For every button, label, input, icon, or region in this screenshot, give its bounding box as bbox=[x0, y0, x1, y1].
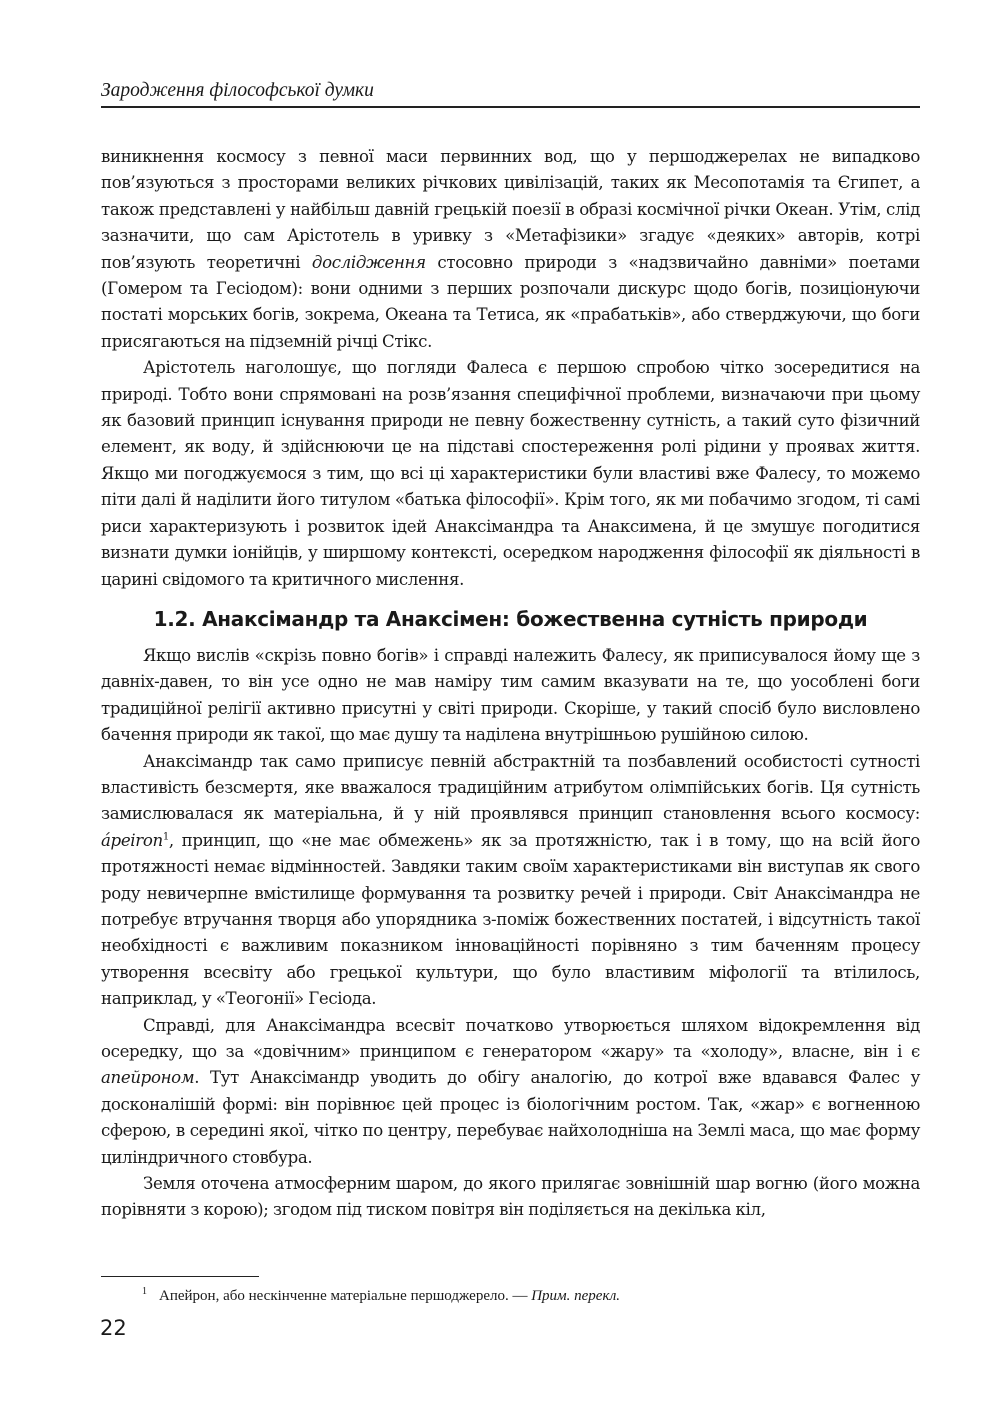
header-rule bbox=[101, 106, 920, 108]
footnote-rule bbox=[101, 1276, 259, 1277]
page-number: 22 bbox=[100, 1316, 127, 1340]
paragraph-4: Анаксімандр так само приписує певній абстрактній та позбавлений особистості сутності властивість безсмертя, яке вважалося традиційним атрибутом олімпійських богів. Ця сутність замислювалася як матеріальна, й у ній проявлявся принцип становлення всього космосу: ápeiron$^1$, принцип, що «не має обмежень» як за протяжністю, так і в тому, що на всій його протяжності немає відмінностей. Завдяки таким своїм характеристиками він виступав як свого роду невичерпне вмістилище формування та розвитку речей і природи. Світ Анаксімандра не потребує втручання творця або упорядника з-поміж божественних постатей, і відсутність такої необхідності є важливим показником інноваційності порівняно з тим баченням процесу утворення всесвіту або грецької культури, що було властивим міфології та втілилось, наприклад, у «Теогонії» Гесіода. bbox=[101, 751, 920, 1009]
paragraph-5: Справді, для Анаксімандра всесвіт початково утворюється шляхом відокремлення від осередку, що за «довічним» принципом є генератором «жару» та «холоду», власне, він і є апейроном. Тут Анаксімандр уводить до обігу аналогію, до котрої вже вдавався Фалес у досконалішій формі: він порівнює цей процес із біологічним ростом. Так, «жар» є вогненною сферою, в середині якої, чітко по центру, перебуває найхолодніша на Землі маса, що має форму циліндричного стовбура. bbox=[101, 1015, 920, 1167]
emphasis: дослідження bbox=[311, 252, 426, 272]
paragraph-6: Земля оточена атмосферним шаром, до якого прилягає зовнішній шар вогню (його можна порівняти з корою); згодом під тиском повітря він поділяється на декілька кіл, bbox=[101, 1174, 920, 1220]
emphasis: апейроном bbox=[101, 1068, 195, 1088]
page-body bbox=[101, 144, 920, 1224]
emphasis: ápeiron bbox=[101, 830, 163, 850]
footnote-reference[interactable]: 1 bbox=[162, 831, 169, 843]
footnote: $^1$ Апейрон, або нескінченне матеріальне першоджерело. — Прим. перекл. bbox=[142, 1286, 621, 1304]
paragraph-3: Якщо вислів «скрізь повно богів» і справді належить Фалесу, як приписувалося йому ще з давніх-давен, то він усе одно не мав наміру тим самим вказувати на те, що уособлені боги традиційної релігії активно присутні у світі природи. Скоріше, у такий спосіб було висловлено бачення природи як такої, що має душу та наділена внутрішньою рушійною силою. bbox=[101, 645, 920, 745]
footnote-mark: 1 bbox=[142, 1286, 147, 1297]
section-heading: 1.2. Анаксімандр та Анаксімен: божественна сутність природи bbox=[153, 606, 868, 631]
paragraph-1: виникнення космосу з певної маси первинних вод, що у першоджерелах не випадково пов’язуються з просторами великих річкових цивілізацій, таких як Месопотамія та Єгипет, а також представлені у найбільш давній грецькій поезії в образі космічної річки Океан. Утім, слід зазначити, що сам Арістотель в уривку з «Метафізики» згадує «деяких» авторів, котрі пов’язують теоретичні дослідження стосовно природи з «надзвичайно давніми» поетами (Гомером та Гесіодом): вони одними з перших розпочали дискурс щодо богів, позиціонуючи постаті морських богів, зокрема, Океана та Тетиса, як «прабатьків», або стверджуючи, що боги присягаються на підземній річці Стікс. bbox=[101, 147, 920, 351]
running-header: Зародження філософської думки bbox=[101, 80, 374, 101]
paragraph-2: Арістотель наголошує, що погляди Фалеса є першою спробою чітко зосередитися на природі. Тобто вони спрямовані на розв’язання специфічної проблеми, визначаючи при цьому як базовий принцип існування природи не певну божественну сутність, а такий суто фізичний елемент, як воду, й здійснюючи це на підставі спостереження ролі рідини у проявах життя. Якщо ми погоджуємося з тим, що всі ці характеристики були властиві вже Фалесу, то можемо піти далі й наділити його титулом «батька філософії». Крім того, як ми побачимо згодом, ті самі риси характеризують і розвиток ідей Анаксімандра та Анаксимена, й це змушує погодитися визнати думки іонійців, у ширшому контексті, осередком народження філософії як діяльності в царині свідомого та критичного мислення. bbox=[101, 358, 920, 589]
